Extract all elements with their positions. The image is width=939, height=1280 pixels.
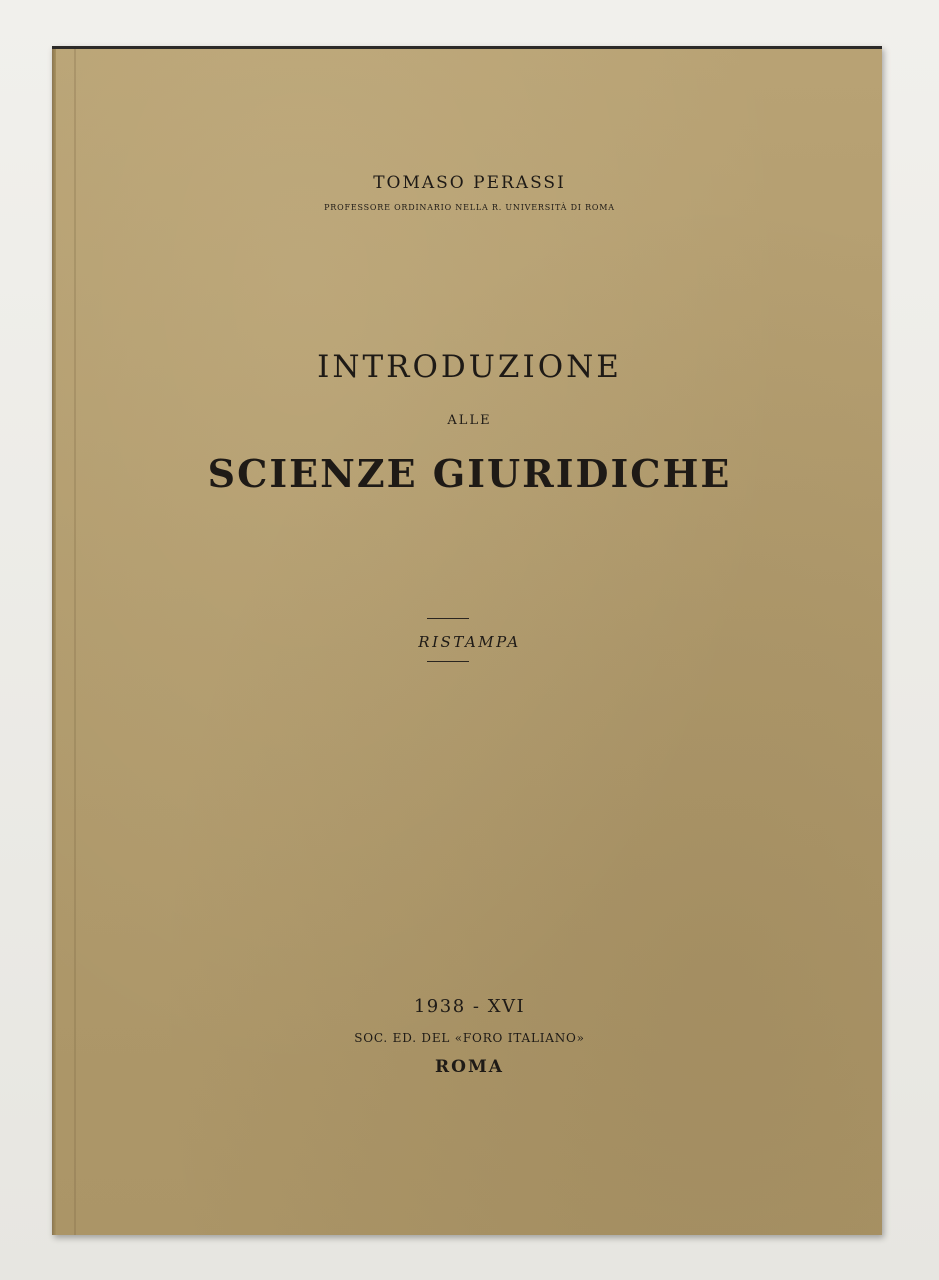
publisher-name: SOC. ED. DEL «FORO ITALIANO»: [354, 1031, 585, 1045]
publication-year: 1938 - XVI: [413, 996, 526, 1017]
title-connector: ALLE: [447, 413, 492, 428]
author-title: PROFESSORE ORDINARIO NELLA R. UNIVERSITÀ DI ROMA: [324, 203, 615, 212]
title-line-2: SCIENZE GIURIDICHE: [207, 451, 732, 496]
divider-top: [427, 618, 469, 619]
author-name: TOMASO PERASSI: [373, 173, 566, 193]
divider-bottom: [427, 661, 469, 662]
edition-label: RISTAMPA: [418, 633, 521, 651]
title-line-1: INTRODUZIONE: [317, 349, 622, 385]
publication-city: ROMA: [435, 1057, 504, 1077]
